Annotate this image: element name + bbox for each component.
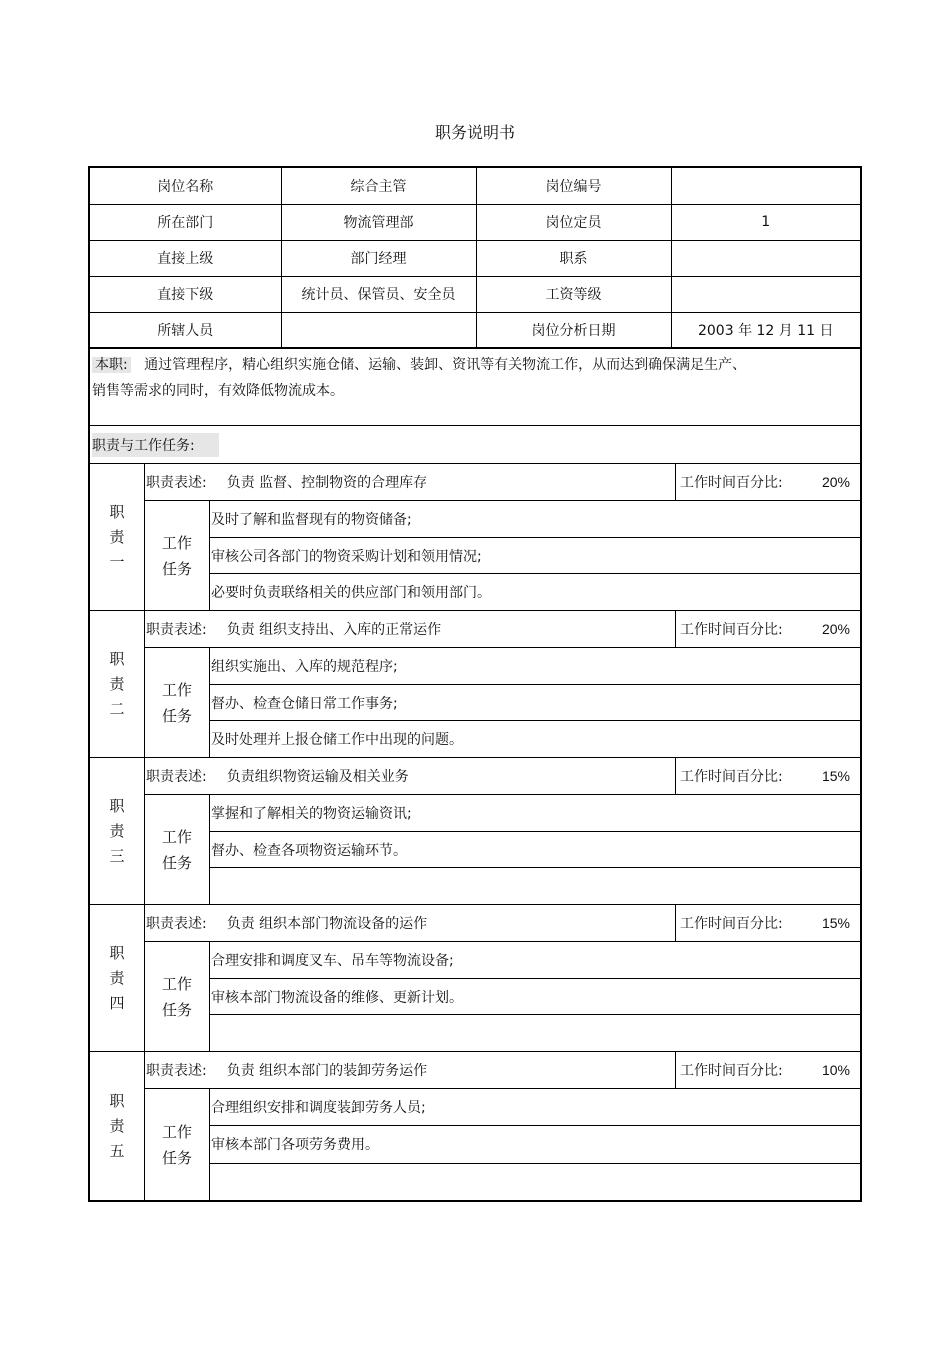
duty-block (90, 758, 860, 905)
duty-description-row (145, 758, 860, 795)
task-block (145, 1089, 860, 1200)
task-label-text: 工作任务 (162, 827, 193, 872)
field-label: 职系 (476, 240, 671, 276)
field-label: 岗位定员 (476, 204, 671, 240)
task-label-text: 工作任务 (162, 1122, 193, 1167)
field-value (671, 276, 860, 312)
duty-description-row (145, 1052, 860, 1089)
percent-label: 工作时间百分比: (680, 769, 783, 785)
duty-name: 职责五 (109, 1091, 125, 1160)
field-label: 工资等级 (476, 276, 671, 312)
duty-description (145, 464, 675, 500)
description-text: 负责组织物资运输及相关业务 (226, 769, 409, 785)
field-value: 部门经理 (281, 240, 476, 276)
main-duty-text-line2: 销售等需求的同时，有效降低物流成本。 (92, 383, 344, 399)
description-label: 职责表述: (146, 769, 207, 785)
duty-description (145, 611, 675, 647)
duties-list (90, 464, 860, 1200)
task-item: 及时了解和监督现有的物资储备; (210, 501, 860, 538)
job-description-form (88, 166, 862, 1202)
basic-info-row (90, 240, 860, 276)
document-title: 职务说明书 (434, 123, 515, 142)
task-block (145, 942, 860, 1051)
task-item: 督办、检查仓储日常工作事务; (210, 685, 860, 722)
duty-description-row (145, 464, 860, 501)
main-duty-label: 本职: (92, 357, 131, 373)
description-text: 负责 组织本部门物流设备的运作 (226, 916, 428, 932)
field-value (671, 168, 860, 204)
task-item (210, 1164, 860, 1200)
field-label: 直接下级 (90, 276, 281, 312)
task-item (210, 1015, 860, 1051)
description-text: 负责 组织本部门的装卸劳务运作 (226, 1063, 428, 1079)
field-value: 1 (671, 204, 860, 240)
task-item: 掌握和了解相关的物资运输资讯; (210, 795, 860, 832)
duty-description-row (145, 905, 860, 942)
percent-value: 20% (821, 621, 850, 637)
field-value (671, 240, 860, 276)
task-block (145, 795, 860, 904)
field-label: 所在部门 (90, 204, 281, 240)
basic-info-row (90, 204, 860, 240)
percent-value: 10% (821, 1062, 850, 1078)
work-time-percent (675, 758, 860, 794)
duty-name-cell (90, 1052, 145, 1200)
task-item: 合理组织安排和调度装卸劳务人员; (210, 1089, 860, 1126)
task-label-text: 工作任务 (162, 680, 193, 725)
duty-name-cell (90, 758, 145, 904)
field-label: 岗位编号 (476, 168, 671, 204)
field-value (281, 312, 476, 348)
task-label (145, 942, 210, 1051)
description-label: 职责表述: (146, 622, 207, 638)
field-label: 岗位名称 (90, 168, 281, 204)
tasks-header (90, 426, 860, 464)
duty-body (145, 1052, 860, 1200)
basic-info-row (90, 168, 860, 204)
field-value: 综合主管 (281, 168, 476, 204)
task-list (210, 795, 860, 904)
percent-label: 工作时间百分比: (680, 916, 783, 932)
task-item: 合理安排和调度叉车、吊车等物流设备; (210, 942, 860, 979)
tasks-header-label: 职责与工作任务: (92, 433, 219, 457)
work-time-percent (675, 905, 860, 941)
duty-description (145, 1052, 675, 1088)
description-label: 职责表述: (146, 916, 207, 932)
task-list (210, 942, 860, 1051)
percent-label: 工作时间百分比: (680, 475, 783, 491)
percent-value: 15% (821, 768, 850, 784)
field-label: 所辖人员 (90, 312, 281, 348)
basic-info-row (90, 276, 860, 312)
description-text: 负责 监督、控制物资的合理库存 (226, 475, 428, 491)
percent-value: 15% (821, 915, 850, 931)
work-time-percent (675, 1052, 860, 1088)
task-list (210, 648, 860, 757)
work-time-percent (675, 611, 860, 647)
task-label (145, 795, 210, 904)
task-block (145, 648, 860, 757)
task-label (145, 1089, 210, 1200)
description-label: 职责表述: (146, 1063, 207, 1079)
task-label (145, 648, 210, 757)
duty-name: 职责四 (109, 943, 125, 1012)
task-item: 组织实施出、入库的规范程序; (210, 648, 860, 685)
duty-description (145, 905, 675, 941)
duty-name-cell (90, 464, 145, 610)
percent-value: 20% (821, 474, 850, 490)
percent-label: 工作时间百分比: (680, 622, 783, 638)
task-label-text: 工作任务 (162, 533, 193, 578)
duty-block (90, 905, 860, 1052)
duty-block (90, 1052, 860, 1200)
field-label: 岗位分析日期 (476, 312, 671, 348)
main-duty-text-line1: 通过管理程序，精心组织实施仓储、运输、装卸、资讯等有关物流工作，从而达到确保满足生产、 (144, 357, 747, 373)
basic-info-row (90, 312, 860, 348)
task-item: 审核公司各部门的物资采购计划和领用情况; (210, 538, 860, 575)
task-label (145, 501, 210, 610)
task-label-text: 工作任务 (162, 974, 193, 1019)
field-label: 直接上级 (90, 240, 281, 276)
task-item: 督办、检查各项物资运输环节。 (210, 832, 860, 869)
task-list (210, 1089, 860, 1200)
duty-body (145, 905, 860, 1051)
basic-info-table (90, 168, 860, 349)
description-text: 负责 组织支持出、入库的正常运作 (226, 622, 442, 638)
duty-name-cell (90, 611, 145, 757)
duty-body (145, 758, 860, 904)
duty-body (145, 464, 860, 610)
task-item: 必要时负责联络相关的供应部门和领用部门。 (211, 585, 491, 602)
field-value: 2003 年 12 月 11 日 (671, 312, 860, 348)
duty-name: 职责三 (109, 796, 125, 865)
task-item: 及时处理并上报仓储工作中出现的问题。 (211, 732, 463, 749)
description-label: 职责表述: (146, 475, 207, 491)
main-duty-section (90, 349, 860, 426)
task-item (210, 868, 860, 904)
duty-name: 职责一 (109, 502, 125, 571)
duty-block (90, 611, 860, 758)
duty-description (145, 758, 675, 794)
duty-body (145, 611, 860, 757)
work-time-percent (675, 464, 860, 500)
task-item: 审核本部门各项劳务费用。 (210, 1126, 860, 1163)
task-list (210, 501, 860, 610)
field-value: 统计员、保管员、安全员 (281, 276, 476, 312)
duty-name: 职责二 (109, 649, 125, 718)
task-item: 审核本部门物流设备的维修、更新计划。 (210, 979, 860, 1016)
task-block (145, 501, 860, 610)
duty-description-row (145, 611, 860, 648)
duty-name-cell (90, 905, 145, 1051)
duty-block (90, 464, 860, 611)
field-value: 物流管理部 (281, 204, 476, 240)
percent-label: 工作时间百分比: (680, 1063, 783, 1079)
